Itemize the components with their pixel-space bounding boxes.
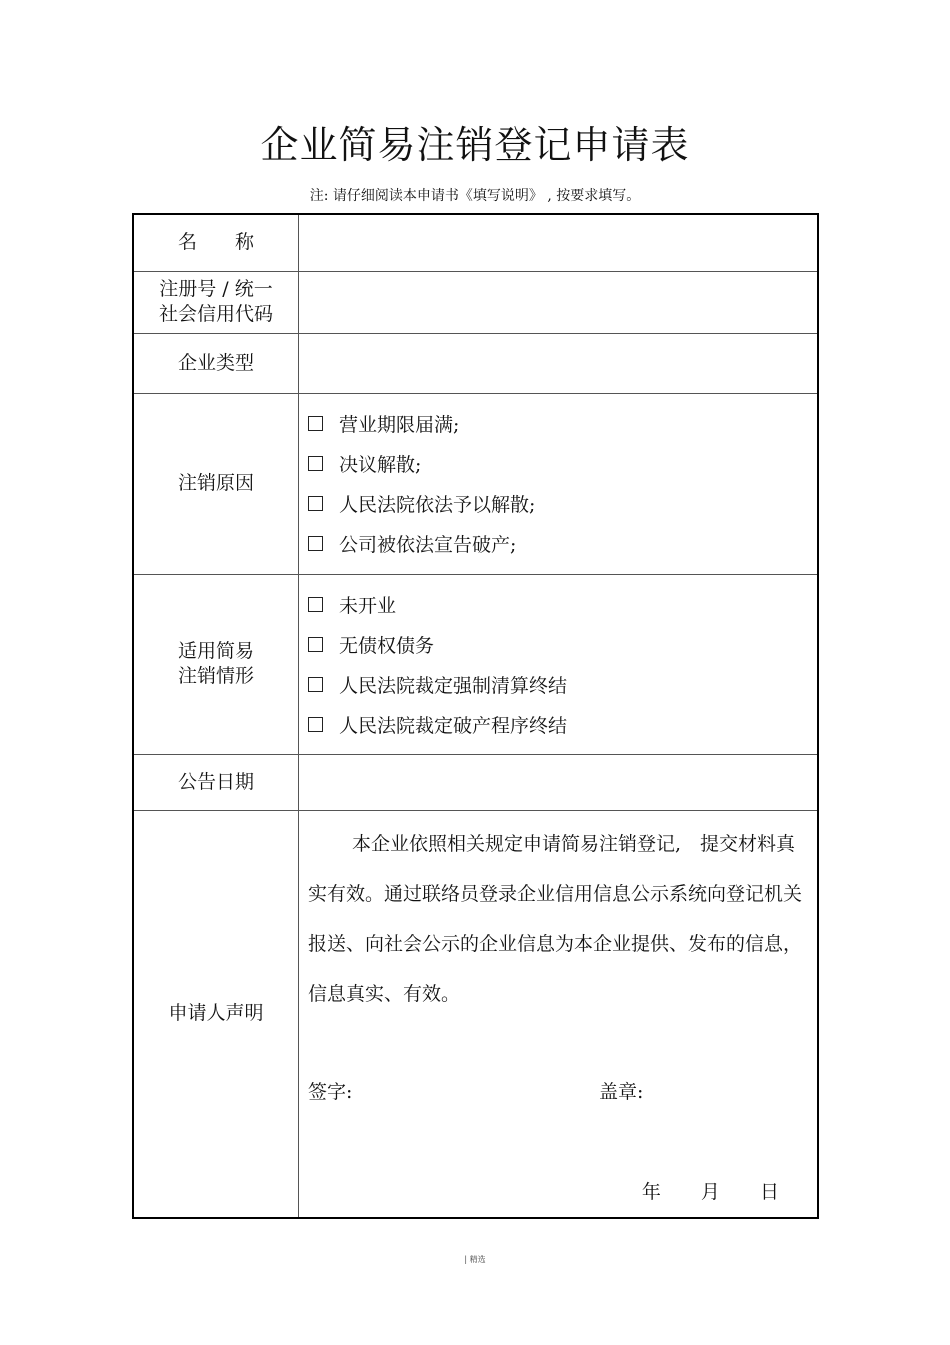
applicable-situation-label <box>133 574 299 754</box>
applicable-situation-label-line1: 适用简易 <box>177 640 254 662</box>
checkbox-icon[interactable] <box>308 597 323 612</box>
month-label: 月 <box>700 1180 720 1203</box>
declaration-block <box>299 811 817 1217</box>
situation-option[interactable]: 人民法院裁定强制清算终结 <box>299 664 817 704</box>
announcement-date-label: 公告日期 <box>133 754 299 810</box>
deregistration-reason-label: 注销原因 <box>133 393 299 574</box>
checkbox-icon[interactable] <box>308 416 323 431</box>
checkbox-icon[interactable] <box>308 637 323 652</box>
applicable-situation-label-line2: 注销情形 <box>177 665 254 687</box>
registration-code-label <box>133 271 299 333</box>
announcement-date-field[interactable] <box>299 754 819 810</box>
company-type-field[interactable] <box>299 333 819 393</box>
reason-option[interactable]: 决议解散; <box>299 444 817 484</box>
reason-option[interactable]: 人民法院依法予以解散; <box>299 484 817 524</box>
applicant-declaration-label: 申请人声明 <box>133 810 299 1218</box>
page-footer: | 精选 <box>464 1255 486 1264</box>
registration-code-label-line1: 注册号 / 统一 <box>159 278 273 300</box>
checkbox-icon[interactable] <box>308 496 323 511</box>
applicable-situation-options <box>299 574 819 754</box>
name-label: 名 称 <box>133 214 299 271</box>
declaration-date-row <box>308 1177 809 1217</box>
reason-option[interactable]: 营业期限届满; <box>299 404 817 444</box>
company-type-label: 企业类型 <box>133 333 299 393</box>
situation-option[interactable]: 未开业 <box>299 584 817 624</box>
checkbox-icon[interactable] <box>308 717 323 732</box>
year-label: 年 <box>641 1180 661 1203</box>
applicant-declaration-cell <box>299 810 819 1218</box>
checkbox-icon[interactable] <box>308 677 323 692</box>
deregistration-form <box>132 213 819 1219</box>
situation-option[interactable]: 无债权债务 <box>299 624 817 664</box>
reason-option[interactable]: 公司被依法宣告破产; <box>299 524 817 564</box>
name-field[interactable] <box>299 214 819 271</box>
registration-code-label-line2: 社会信用代码 <box>158 303 273 325</box>
seal-label[interactable]: 盖章: <box>599 1080 644 1103</box>
fill-instruction-note: 注: 请仔细阅读本申请书《填写说明》 , 按要求填写。 <box>309 188 641 204</box>
situation-option[interactable]: 人民法院裁定破产程序终结 <box>299 704 817 744</box>
day-label: 日 <box>759 1180 779 1203</box>
checkbox-icon[interactable] <box>308 456 323 471</box>
signature-row <box>308 1077 809 1107</box>
checkbox-icon[interactable] <box>308 536 323 551</box>
declaration-text: 本企业依照相关规定申请简易注销登记, 提交材料真实有效。通过联络员登录企业信用信息公示系统向登记机关报送、向社会公示的企业信息为本企业提供、发布的信息，信息真实、有效。 <box>308 832 803 1005</box>
form-title: 企业简易注销登记申请表 <box>260 123 690 167</box>
signature-label[interactable]: 签字: <box>308 1080 353 1103</box>
registration-code-field[interactable] <box>299 271 819 333</box>
deregistration-reason-options <box>299 393 819 574</box>
